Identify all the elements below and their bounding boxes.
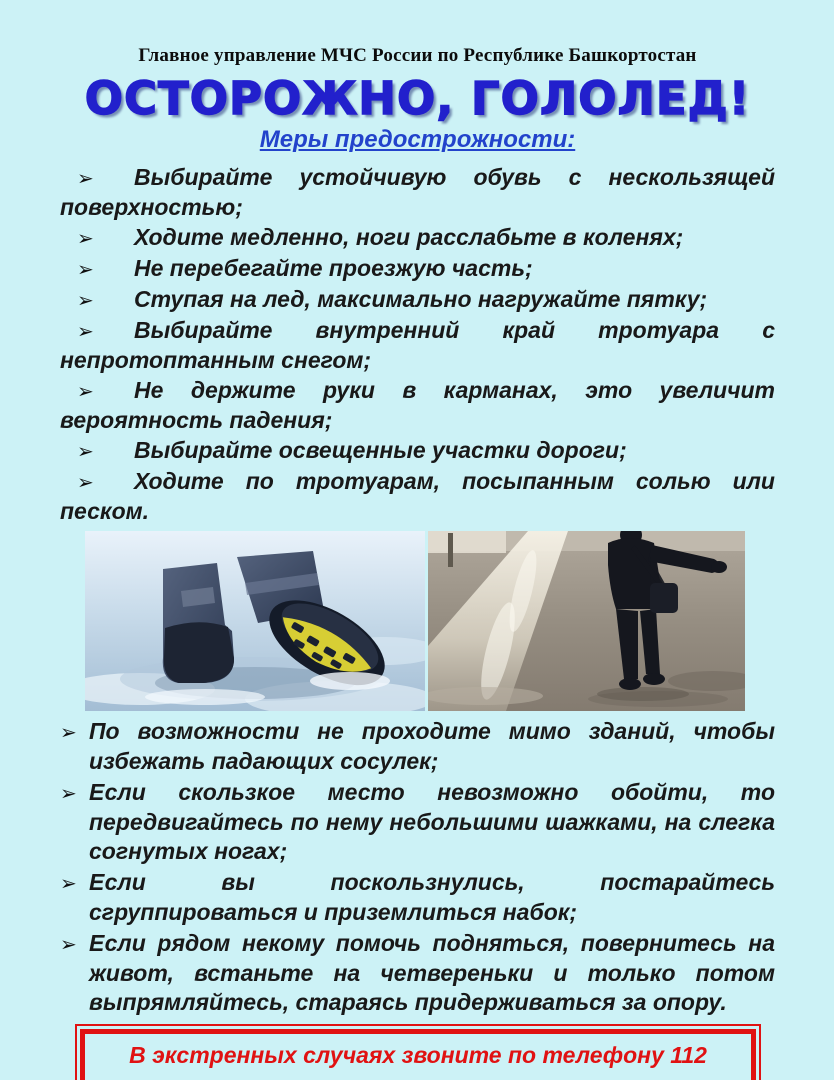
advice-item <box>60 929 775 1017</box>
advice-item-text: Если вы поскользнулись, постарайтесь сгруппироваться и приземлиться набок; <box>89 869 775 925</box>
precaution-item-text: Не держите руки в карманах, это увеличит вероятность падения; <box>60 377 775 433</box>
advice-item-text: Если рядом некому помочь подняться, повернитесь на живот, встаньте на четвереньки и только потом выпрямляйтесь, стараясь придерживаться за опору. <box>89 930 775 1015</box>
arrow-bullet-icon: ➢ <box>60 781 77 805</box>
precaution-item <box>60 316 775 375</box>
advice-item <box>60 778 775 866</box>
arrow-bullet-icon: ➢ <box>77 166 94 190</box>
precaution-item <box>60 223 775 253</box>
advice-list <box>60 717 775 1017</box>
arrow-bullet-icon: ➢ <box>77 439 94 463</box>
precaution-item <box>60 285 775 315</box>
precautions-subtitle: Меры предострожности: <box>259 126 576 153</box>
arrow-bullet-icon: ➢ <box>60 871 77 895</box>
precaution-item-text: Выбирайте освещенные участки дороги; <box>134 437 627 463</box>
arrow-bullet-icon: ➢ <box>77 319 94 343</box>
poster-title: ОСТОРОЖНО, ГОЛОЛЕД! <box>84 72 751 125</box>
emergency-box <box>75 1024 761 1080</box>
precaution-item-text: Не перебегайте проезжую часть; <box>134 255 533 281</box>
arrow-bullet-icon: ➢ <box>77 288 94 312</box>
person-on-icy-road-photo <box>428 531 745 711</box>
precaution-item <box>60 254 775 284</box>
photo-row <box>85 531 775 711</box>
precaution-item <box>60 467 775 526</box>
arrow-bullet-icon: ➢ <box>77 257 94 281</box>
organization-header: Главное управление МЧС России по Республике Башкортостан <box>138 45 697 66</box>
emergency-text: В экстренных случаях звоните по телефону 112 <box>129 1042 707 1068</box>
arrow-bullet-icon: ➢ <box>77 379 94 403</box>
advice-item-text: По возможности не проходите мимо зданий, чтобы избежать падающих сосулек; <box>89 718 775 774</box>
arrow-bullet-icon: ➢ <box>60 720 77 744</box>
precaution-item <box>60 376 775 435</box>
advice-item <box>60 717 775 776</box>
precaution-item-text: Ходите медленно, ноги расслабьте в коленях; <box>134 224 684 250</box>
advice-item-text: Если скользкое место невозможно обойти, то передвигайтесь по нему небольшими шажками, на слегка согнутых ногах; <box>89 779 775 864</box>
arrow-bullet-icon: ➢ <box>77 226 94 250</box>
emergency-box-inner <box>80 1029 756 1080</box>
advice-item <box>60 868 775 927</box>
precaution-item-text: Выбирайте устойчивую обувь с нескользящей поверхностью; <box>60 164 775 220</box>
precautions-list <box>60 163 775 526</box>
boots-on-ice-photo <box>85 531 425 711</box>
precaution-item-text: Ходите по тротуарам, посыпанным солью или песком. <box>60 468 775 524</box>
arrow-bullet-icon: ➢ <box>60 932 77 956</box>
arrow-bullet-icon: ➢ <box>77 470 94 494</box>
precaution-item-text: Выбирайте внутренний край тротуара с непротоптанным снегом; <box>60 317 775 373</box>
precaution-item-text: Ступая на лед, максимально нагружайте пятку; <box>134 286 708 312</box>
precaution-item <box>60 163 775 222</box>
precaution-item <box>60 436 775 466</box>
